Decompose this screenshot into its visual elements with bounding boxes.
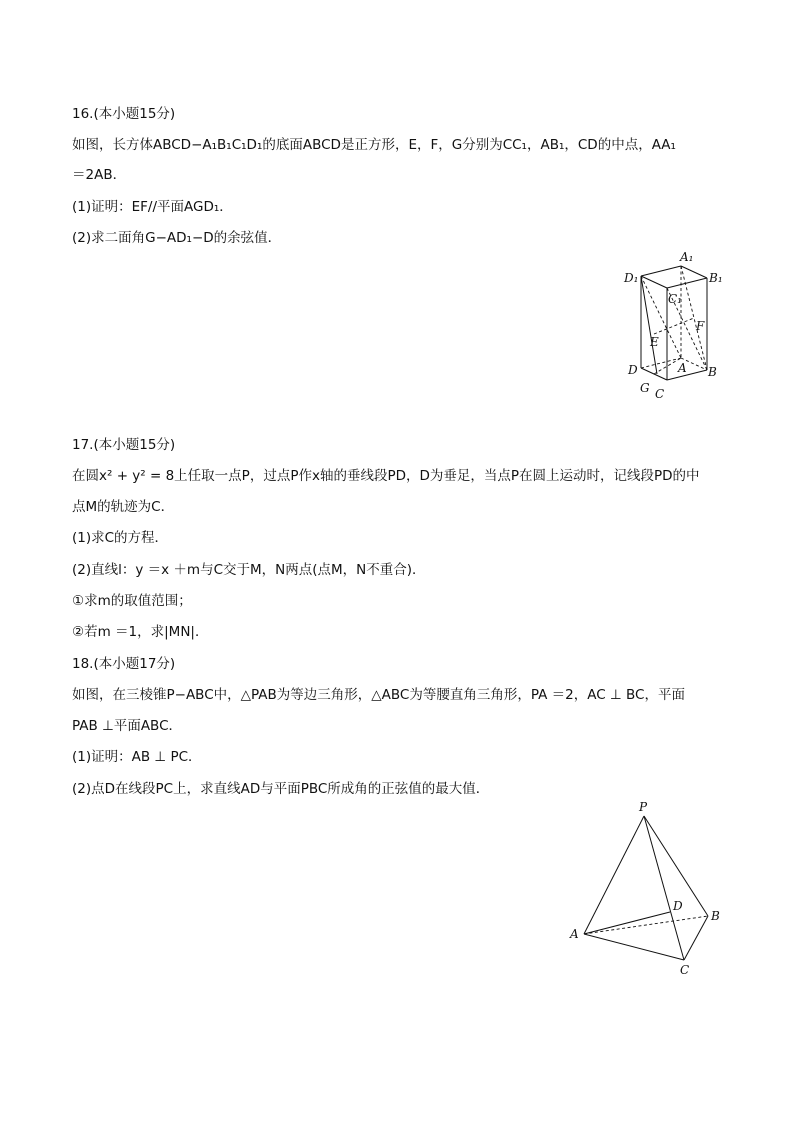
label-B: B xyxy=(708,365,717,379)
problem-18-stem-line-2: PAB ⊥平面ABC． xyxy=(72,718,183,734)
problem-18-stem-line-1: 如图，在三棱锥P−ABC中，△PAB为等边三角形，△ABC为等腰直角三角形，PA ＝2，AC ⊥ BC，平面 xyxy=(72,687,685,703)
cuboid-figure xyxy=(612,246,732,406)
problem-17-part-2: (2)直线l：y ＝x ＋m与C交于M，N两点(点M，N不重合)． xyxy=(72,562,426,578)
problem-17-subpart-2: ②若m ＝1，求|MN|． xyxy=(72,624,209,640)
label-D: D xyxy=(628,363,638,377)
problem-16-part-2: (2)求二面角G−AD₁−D的余弦值． xyxy=(72,230,282,246)
label-E: E xyxy=(650,335,659,349)
problem-18-part-1: (1)证明：AB ⊥ PC． xyxy=(72,749,202,765)
label-A: A xyxy=(678,361,687,375)
label-C: C xyxy=(655,387,665,401)
tetrahedron-figure xyxy=(560,796,730,986)
label-A: A xyxy=(570,927,579,941)
problem-16-stem-line-2: ＝2AB． xyxy=(72,167,127,183)
problem-17-part-1: (1)求C的方程． xyxy=(72,530,169,546)
label-P: P xyxy=(639,800,648,814)
label-D1: D₁ xyxy=(624,271,639,285)
problem-16-stem-line-1: 如图，长方体ABCD−A₁B₁C₁D₁的底面ABCD是正方形，E，F，G分别为CC₁，AB₁，CD的中点，AA₁ xyxy=(72,137,676,153)
label-C: C xyxy=(680,963,690,977)
problem-17-stem-line-1: 在圆x² + y² = 8上任取一点P，过点P作x轴的垂线段PD，D为垂足，当点P在圆上运动时，记线段PD的中 xyxy=(72,468,700,484)
label-G: G xyxy=(640,381,650,395)
label-F: F xyxy=(696,319,705,333)
problem-18-header: 18.(本小题17分) xyxy=(72,656,176,672)
label-A1: A₁ xyxy=(680,250,694,264)
problem-16-header: 16.(本小题15分) xyxy=(72,106,176,122)
problem-17-header: 17.(本小题15分) xyxy=(72,437,176,453)
label-B1: B₁ xyxy=(709,271,723,285)
problem-17-subpart-1: ①求m的取值范围； xyxy=(72,593,192,609)
label-C1: C₁ xyxy=(668,292,682,306)
problem-18-part-2: (2)点D在线段PC上，求直线AD与平面PBC所成角的正弦值的最大值． xyxy=(72,781,490,797)
problem-17-stem-line-2: 点M的轨迹为C． xyxy=(72,499,175,515)
problem-16-part-1: (1)证明：EF//平面AGD₁． xyxy=(72,199,233,215)
label-B: B xyxy=(711,909,720,923)
label-D: D xyxy=(673,899,683,913)
